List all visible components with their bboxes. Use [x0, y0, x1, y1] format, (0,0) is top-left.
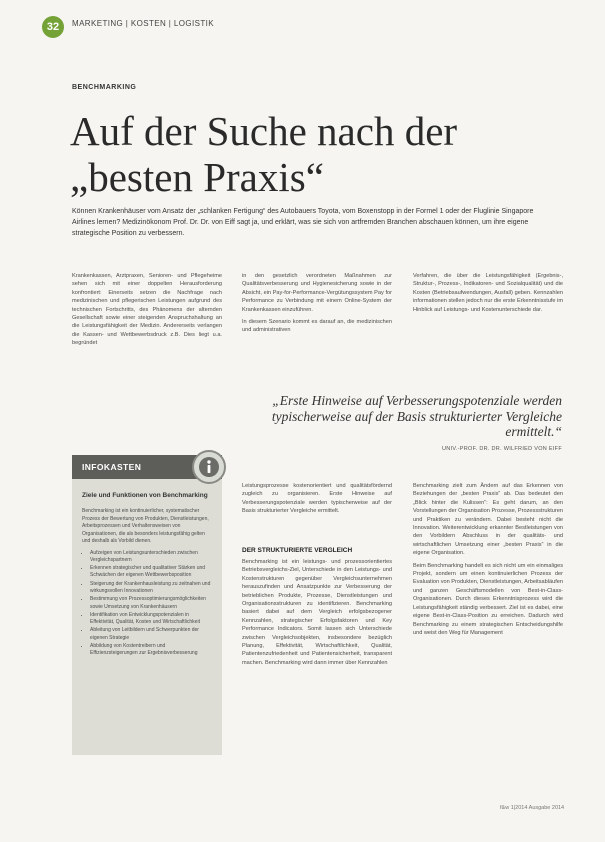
- list-item: • Ableitung von Leitbildern und Schwerpunkten der eigenen Strategie: [90, 627, 212, 642]
- article-title: [70, 108, 550, 200]
- list-item: • Bestimmung von Prozessoptimierungsmöglichkeiten sowie Umsetzung von Krankenhäusern: [90, 596, 212, 611]
- info-box-list: [72, 550, 222, 658]
- section-label: MARKETING | KOSTEN | LOGISTIK: [72, 19, 214, 28]
- title-line-1: Auf der Suche nach der: [70, 108, 458, 154]
- article-kicker: BENCHMARKING: [72, 84, 137, 91]
- info-box-intro: Benchmarking ist ein kontinuierlicher, systematischer Prozess der Bewertung von Produkten, Dienstleistungen, Arbeitsprozessen und Verhaltensweisen von Organisationen, die als besonders leistungsfähig gelten und deshalb als Vorbild dienen.: [82, 508, 209, 544]
- body-paragraph: Benchmarking zielt zum Ändern auf das Erkennen von Beziehungen der „besten Praxis“ ab. Das bedeutet den „Blick hinter die Kulissen“: Es geht darum, an den Vorstellungen der Organisation Prozesse, Prozessstrukturen und Praktiken zu verändern. Dabei besteht nicht die Innovation. Weiterentwicklung erkannter Bestleistungen von den Vorbildern Abschluss in der qualitäts- und wirtschaftlichen Umsetzung einer „besten Praxis“ in die eigene Organisation.: [413, 483, 563, 557]
- body-column-2-section: [242, 558, 392, 671]
- list-item: • Steigerung der Krankenhausleistung zu zeitnahen und wirkungsvollen Innovationen: [90, 581, 212, 596]
- info-box-title: Ziele und Funktionen von Benchmarking: [82, 492, 208, 499]
- info-box-header: INFOKASTEN: [72, 455, 222, 479]
- body-column-2-lower: [242, 482, 392, 520]
- body-paragraph: Krankenkassen, Arztpraxen, Senioren- und Pflegeheime sehen sich mit einer doppelten Herausforderung konfrontiert: Einerseits setzen die Nachfrage nach medizinischen und pflegerischen Leistungen aufgrund des technischen Fortschritts, des Phänomens der alternden Gesellschaft sowie einer steigenden Anspruchshaltung an die Leistungsfähigkeit der Medizin. Andererseits verlangen die Kassen- und Wettbewerbsdruck z.B. Dies liegt u.a. begründet: [72, 273, 222, 347]
- pull-quote: „Erste Hinweise auf Verbesserungspotenziale werden typischerweise auf der Basis strukturierter Vergleiche ermittelt.“: [271, 393, 562, 439]
- body-paragraph: In diesem Szenario kommt es darauf an, die medizinischen und administrativen: [242, 319, 392, 334]
- section-subheading: DER STRUKTURIERTE VERGLEICH: [242, 547, 353, 554]
- info-icon: [192, 450, 226, 484]
- list-item: • Erkennen strategischer und qualitativer Stärken und Schwächen der eigenen Wettbewerbsposition: [90, 565, 212, 580]
- body-paragraph: Leistungsprozesse kostenorientiert und qualitätsfördernd zugleich zu organisieren. Erste Hinweise auf Verbesserungspotenziale werden typischerweise auf der Basis strukturierter Vergleiche ermittelt.: [242, 483, 392, 515]
- body-paragraph: Beim Benchmarking handelt es sich nicht um ein einmaliges Projekt, sondern um einen kontinuierlichen Prozess der Evaluation von Produkten, Dienstleistungen, Arbeitsabläufen und ganzen Geschäftsmodellen von Best-in-Class-Organisationen. Durch dieses Erkenntnisprozess wird die Leistungsfähigkeit ständig verbessert. Ziel ist es dabei, eine eigene Best-in-Class-Position zu erreichen. Dadurch wird Benchmarking zu einem strategischen Entscheidungshilfe und weist den Weg für Management: [413, 562, 563, 636]
- body-column-3: [413, 272, 563, 318]
- body-paragraph: in den gesetzlich verordneten Maßnahmen zur Qualitätsverbesserung und Hygienesicherung sowie in der Absicht, ein Pay-for-Performance-Vergütungssystem Pay for Performance zu Verbindung mit einem Online-System der Krankenkassen einzuführen.: [242, 273, 392, 313]
- body-column-2: [242, 272, 392, 339]
- quote-author: UNIV.-PROF. DR. DR. WILFRIED VON EIFF: [442, 446, 562, 452]
- title-line-2: „besten Praxis“: [70, 154, 324, 200]
- list-item: • Aufzeigen von Leistungsunterschieden zwischen Vergleichspartnern: [90, 550, 212, 565]
- body-column-1: [72, 272, 222, 352]
- body-paragraph: Benchmarking ist ein leistungs- und prozessorientiertes Betriebsvergleichs-Ziel, Unterschiede in den Leistungs- und Kostenstrukturen gegenüber Vergleichsunternehmen herauszufinden und Ansatzpunkte zur Verbesserung der betrieblichen Produkte, Prozesse, Dienstleistungen und Organisationsstrukturen zu identifizieren. Benchmarking basiert dabei auf dem Vergleich erfolgsbezogener Kennzahlen, strategischer Erfolgsfaktoren und Key Performance Indicators. Somit lassen sich Unterschiede zwischen Vergleichsobjekten, insbesondere bezüglich Planung, Effektivität, Wirtschaftlichkeit, Qualität, Patientenzufriedenheit und Patientensicherheit, transparent machen. Benchmarking wird dann immer über Kennzahlen: [242, 559, 392, 666]
- list-item: • Identifikation von Entwicklungspotenzialen in Effektivität, Qualität, Kosten und Wirtschaftlichkeit: [90, 612, 212, 627]
- article-lead: Können Krankenhäuser vom Ansatz der „schlanken Fertigung“ des Autobauers Toyota, vom Boxenstopp in der Formel 1 oder der Fluglinie Singapore Airlines lernen? Medizinökonom Prof. Dr. Dr. von Eiff sagt ja, und erklärt, was sie sich von artfremden Branchen abschauen können, um ihre eigene strategische Position zu verbessern.: [72, 208, 534, 237]
- page-footer: f&w 1|2014 Ausgabe 2014: [500, 805, 565, 811]
- list-item: • Abbildung von Kostentreibern und Effizienzsteigerungen zur Ergebnisverbesserung: [90, 643, 212, 658]
- page-number-badge: 32: [42, 16, 64, 38]
- body-paragraph: Verfahren, die über die Leistungsfähigkeit (Ergebnis-, Struktur-, Prozess-, Indikatoren- und Sozialqualität) und die Kosten (Betriebsaufwendungen, Ausfall) geben. Kennzahlen informationen stellen jedoch nur die erste Erkenntnisstufe im Hinblick auf Leistungs- und Kostenunterschiede dar.: [413, 273, 563, 313]
- info-box: [72, 455, 222, 755]
- body-column-3-lower: [413, 482, 563, 641]
